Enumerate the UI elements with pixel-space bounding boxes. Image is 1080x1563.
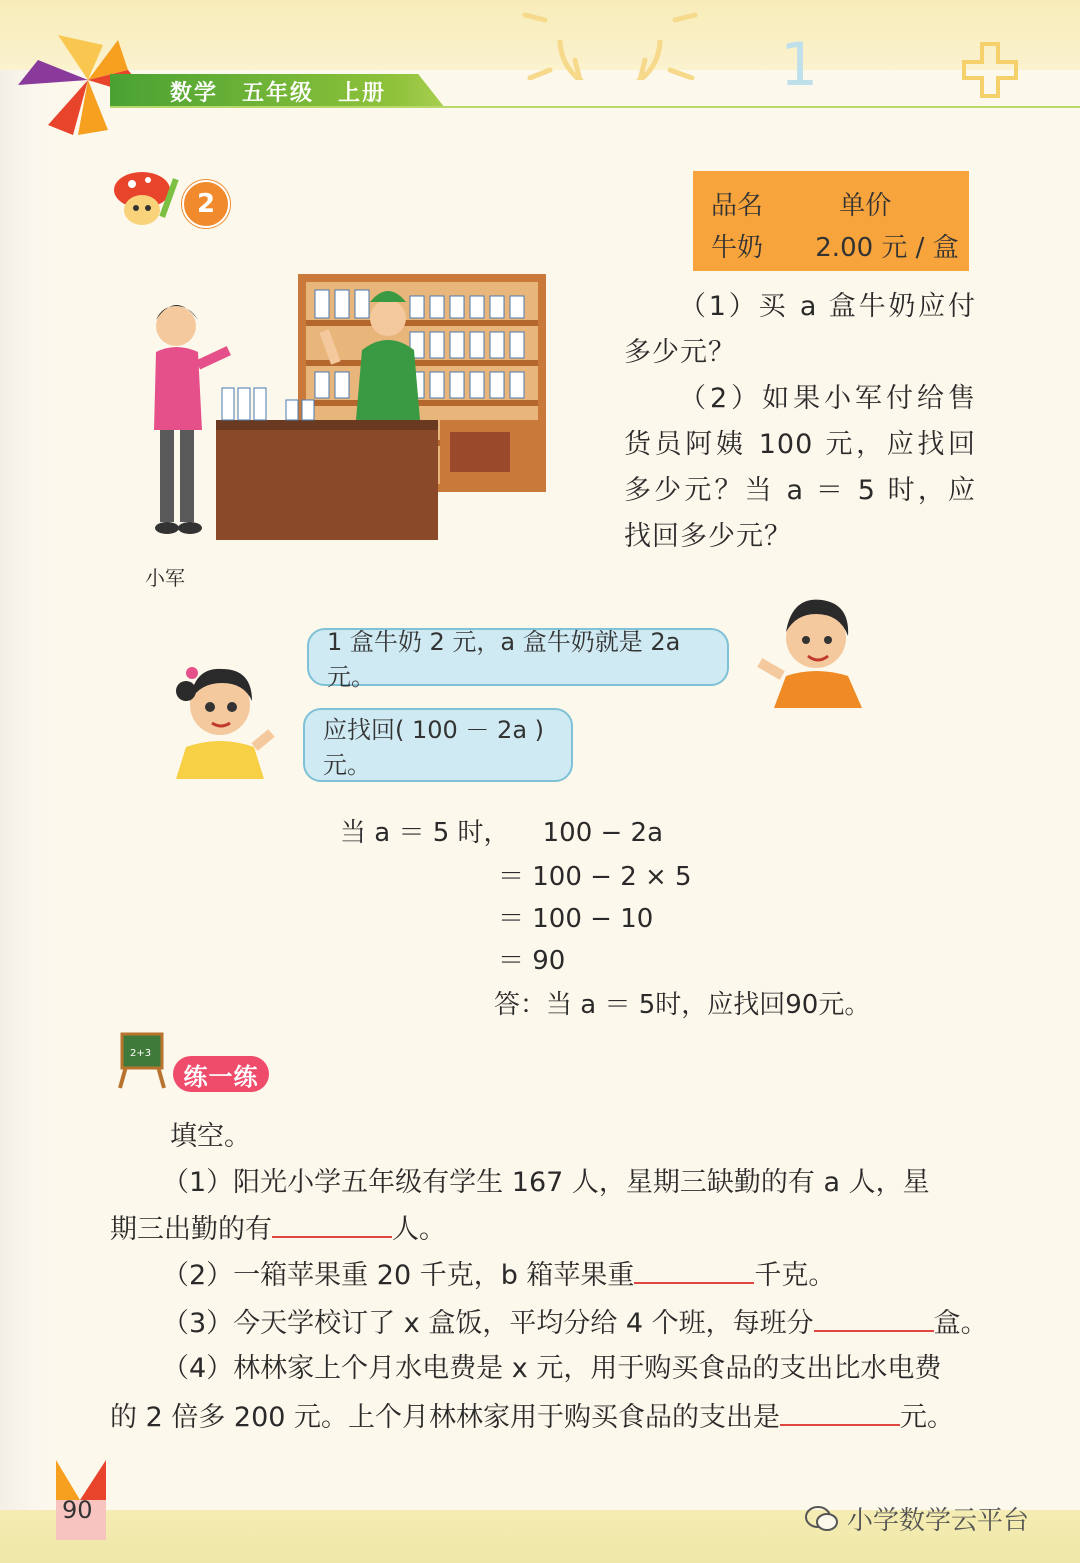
exercise-4-text: 的 2 倍多 200 元。上个月林林家用于购买食品的支出是 [110, 1402, 781, 1433]
calc-line-2: ＝ 100 − 2 × 5 [498, 862, 692, 892]
wechat-icon [805, 1505, 839, 1533]
book-title: 数学 五年级 上册 [170, 81, 387, 106]
answer-blank[interactable] [272, 1206, 392, 1238]
exercise-4-line-2 [110, 1394, 954, 1434]
svg-text:2+3: 2+3 [130, 1048, 152, 1059]
character-name-label: 小军 [145, 566, 185, 590]
exercise-2-unit: 千克。 [754, 1260, 836, 1291]
price-table-header [711, 185, 891, 222]
number-one-decoration: 1 [780, 30, 819, 100]
example-number-badge: 2 [182, 180, 230, 228]
boy-character-illustration [752, 590, 872, 710]
item-price: 2.00 元 / 盒 [815, 233, 959, 263]
page-edge [0, 0, 58, 1563]
answer-blank[interactable] [814, 1300, 934, 1332]
header-rule [110, 106, 1080, 108]
answer-blank[interactable] [780, 1394, 900, 1426]
plus-decoration [960, 40, 1020, 100]
calc-answer: 答：当 a ＝ 5时，应找回90元。 [494, 990, 871, 1020]
item-name: 牛奶 [711, 233, 764, 263]
sun-decoration [520, 0, 700, 80]
exercise-2 [162, 1252, 835, 1292]
watermark-text: 小学数学云平台 [847, 1506, 1030, 1536]
price-table [693, 171, 969, 271]
watermark [805, 1500, 1029, 1537]
calc-expression: 100 − 2a [542, 818, 664, 848]
bubble-text-boy: 1 盒牛奶 2 元，a 盒牛奶就是 2a 元。 [327, 628, 681, 691]
exercise-2-text: （2）一箱苹果重 20 千克，b 箱苹果重 [162, 1260, 635, 1291]
exercise-4-unit: 元。 [900, 1402, 955, 1433]
shop-scene-illustration [140, 260, 560, 560]
bubble-text-girl: 应找回( 100 － 2a )元。 [323, 716, 545, 779]
speech-bubble-girl [303, 708, 573, 782]
exercise-3-text: （3）今天学校订了 x 盒饭，平均分给 4 个班，每班分 [162, 1308, 814, 1339]
exercise-3 [162, 1300, 988, 1340]
girl-character-illustration [168, 655, 278, 780]
question-2: （2）如果小军付给售货员阿姨 100 元，应找回多少元？当 a ＝ 5 时，应找回多少元？ [624, 383, 976, 552]
mushroom-mascot-icon [112, 168, 182, 230]
exercise-1-text: 期三出勤的有 [110, 1214, 272, 1245]
speech-bubble-boy [307, 628, 729, 691]
col-name-header: 品名 [711, 191, 764, 221]
exercise-1-unit: 人。 [392, 1214, 446, 1245]
exercise-4-line-1: （4）林林家上个月水电费是 x 元，用于购买食品的支出比水电费 [162, 1353, 942, 1384]
price-table-row [711, 227, 959, 264]
exercise-1-line-1: （1）阳光小学五年级有学生 167 人，星期三缺勤的有 a 人，星 [162, 1167, 930, 1198]
page-number: 90 [62, 1496, 93, 1524]
calc-line-4: ＝ 90 [498, 946, 566, 976]
practice-label: 练一练 [173, 1056, 269, 1092]
question-1: （1）买 a 盒牛奶应付多少元？ [624, 291, 976, 368]
calc-line-3: ＝ 100 − 10 [498, 904, 654, 934]
col-price-header: 单价 [839, 191, 892, 221]
calc-line-1 [340, 812, 663, 849]
answer-blank[interactable] [634, 1252, 754, 1284]
practice-instruction: 填空。 [170, 1121, 251, 1152]
exercise-1-line-2 [110, 1206, 446, 1246]
exercise-3-unit: 盒。 [933, 1308, 988, 1339]
chalkboard-icon [108, 1028, 174, 1092]
calc-condition: 当 a ＝ 5 时， [340, 818, 510, 848]
